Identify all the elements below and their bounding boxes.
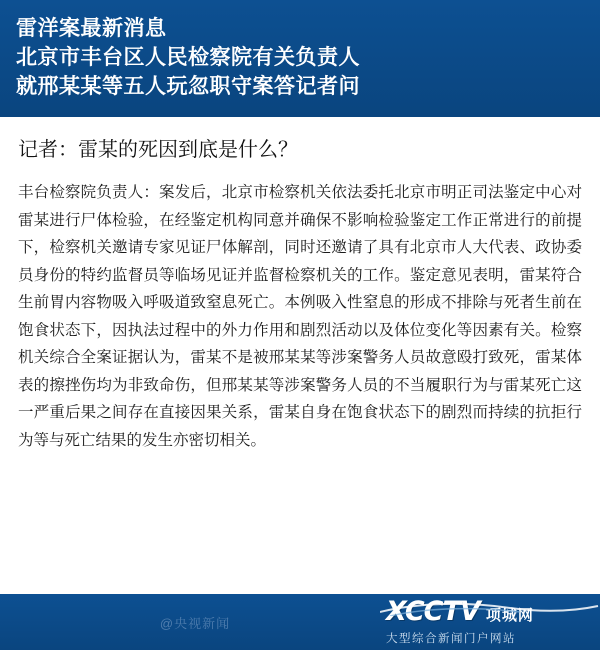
brand-logo-text: XCCTV: [386, 596, 480, 627]
article-content: [0, 117, 600, 594]
interview-answer: 丰台检察院负责人：案发后，北京市检察机关依法委托北京市明正司法鉴定中心对雷某进行尸体检验，在经鉴定机构同意并确保不影响检验鉴定工作正常进行的前提下，检察机关邀请专家见证尸体解剖，同时还邀请了具有北京市人大代表、政协委员身份的特约监督员等临场见证并监督检察机关的工作。鉴定意见表明，雷某符合生前胃内容物吸入呼吸道致窒息死亡。本例吸入性窒息的形成不排除与死者生前在饱食状态下，因执法过程中的外力作用和剧烈活动以及体位变化等因素有关。检察机关综合全案证据认为，雷某不是被邢某某等涉案警务人员故意殴打致死，雷某体表的擦挫伤均为非致命伤，但邢某某等涉案警务人员的不当履职行为与雷某死亡这一严重后果之间存在直接因果关系，雷某自身在饱食状态下的剧烈而持续的抗拒行为等与死亡结果的发生亦密切相关。: [18, 184, 582, 449]
brand-row: [386, 598, 590, 625]
header-title-line-3: 就邢某某等五人玩忽职守案答记者问: [16, 75, 360, 98]
brand-chinese-name: 项城网: [485, 607, 534, 624]
article-header-banner: [0, 0, 600, 117]
brand-tagline: 大型综合新闻门户网站: [386, 633, 516, 645]
header-title-line-1: 雷洋案最新消息: [16, 17, 167, 40]
header-title-line-2: 北京市丰台区人民检察院有关负责人: [16, 46, 360, 69]
site-branding[interactable]: [380, 598, 590, 646]
footer-watermark-area: [10, 613, 380, 632]
footer-bar: [0, 594, 600, 650]
interview-question: 记者：雷某的死因到底是什么？: [18, 139, 298, 161]
source-watermark: @央视新闻: [159, 615, 231, 631]
